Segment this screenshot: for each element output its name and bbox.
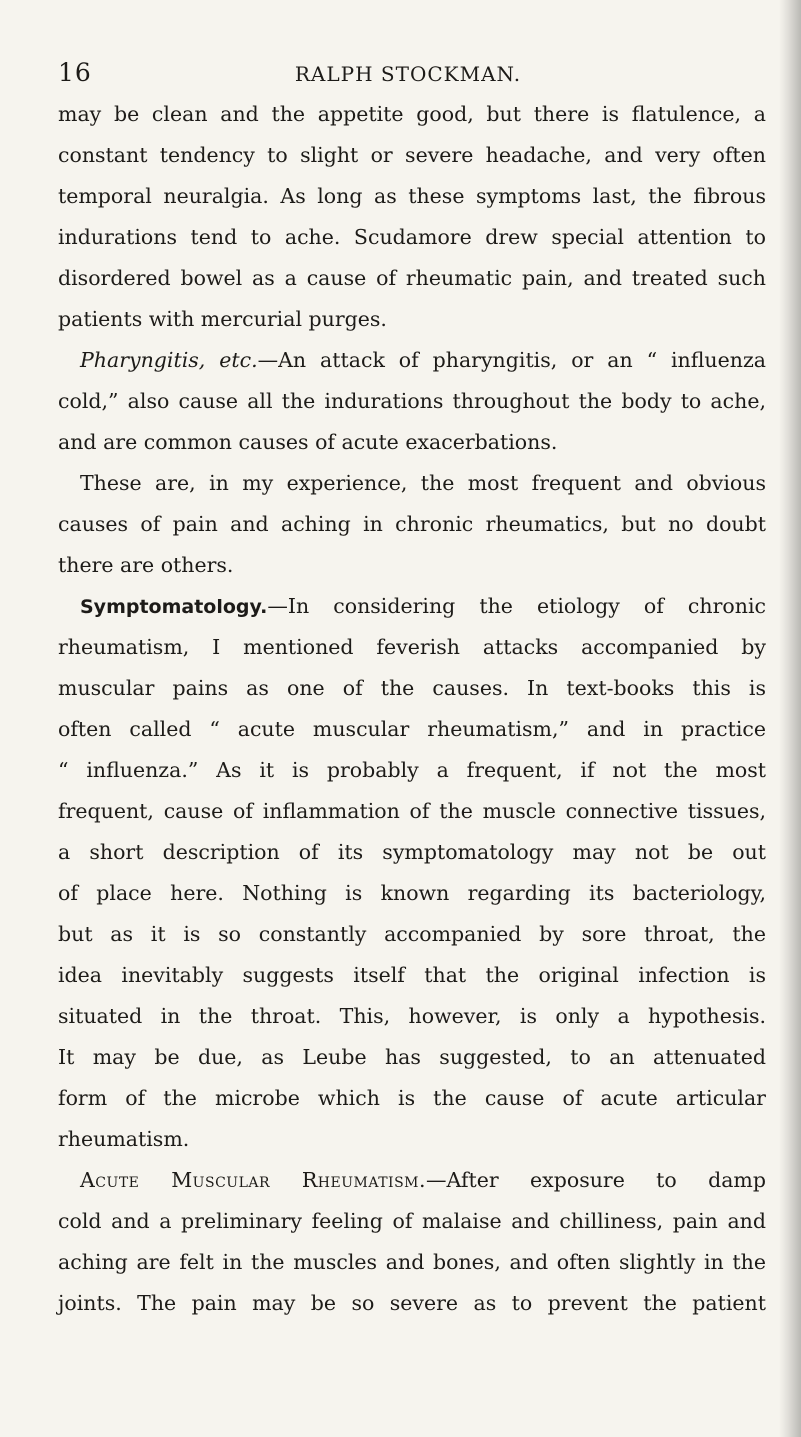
paragraph-pharyngitis <box>58 340 766 381</box>
text-line: disordered bowel as a cause of rheumatic pain, and treated such <box>58 266 766 290</box>
text-line: These are, in my experience, the most frequent and obvious <box>80 471 766 495</box>
paragraph-acute-muscular-rheumatism <box>58 1160 766 1201</box>
text-line: cold and a preliminary feeling of malaise and chilliness, pain and <box>58 1209 766 1233</box>
section-heading-acute-muscular-rheumatism: Acute Muscular Rheumatism. <box>80 1168 427 1192</box>
text-line: It may be due, as Leube has suggested, to an attenuated <box>58 1045 766 1069</box>
text-line: causes of pain and aching in chronic rheumatics, but no doubt <box>58 512 766 536</box>
text-line: but as it is so constantly accompanied by sore throat, the <box>58 922 766 946</box>
text-line: muscular pains as one of the causes. In text-books this is <box>58 676 766 700</box>
text-line: temporal neuralgia. As long as these symptoms last, the fibrous <box>58 184 766 208</box>
text-line: idea inevitably suggests itself that the original infection is <box>58 963 766 987</box>
section-heading-symptomatology: Symptomatology. <box>80 596 268 618</box>
section-heading-pharyngitis: Pharyngitis, etc. <box>80 348 258 372</box>
text-line: rheumatism, I mentioned feverish attacks accompanied by <box>58 635 766 659</box>
text-line: of place here. Nothing is known regarding its bacteriology, <box>58 881 766 905</box>
text-line: joints. The pain may be so severe as to prevent the patient <box>58 1291 766 1315</box>
text-line: indurations tend to ache. Scudamore drew special attention to <box>58 225 766 249</box>
page-edge-shadow <box>779 0 801 1437</box>
text-line-rest: —In considering the etiology of chronic <box>267 594 766 618</box>
text-line: constant tendency to slight or severe headache, and very often <box>58 143 766 167</box>
text-line: situated in the throat. This, however, is only a hypothesis. <box>58 1004 766 1028</box>
text-line: a short description of its symptomatology may not be out <box>58 840 766 864</box>
text-line: rheumatism. <box>58 1127 190 1151</box>
paragraph-symptomatology <box>58 586 766 627</box>
running-head: RALPH STOCKMAN. <box>294 62 522 86</box>
text-line: form of the microbe which is the cause of acute articular <box>58 1086 766 1110</box>
text-line-rest: —After exposure to damp <box>426 1168 766 1192</box>
body-text <box>58 94 766 1324</box>
page-header <box>58 58 758 88</box>
text-line: often called “ acute muscular rheumatism,” and in practice <box>58 717 766 741</box>
text-line: and are common causes of acute exacerbations. <box>58 430 558 454</box>
text-line: “ influenza.” As it is probably a frequent, if not the most <box>58 758 766 782</box>
text-line: cold,” also cause all the indurations throughout the body to ache, <box>58 389 766 413</box>
text-line-rest: —An attack of pharyngitis, or an “ influenza <box>257 348 766 372</box>
text-line: may be clean and the appetite good, but there is flatulence, a <box>58 102 766 126</box>
text-line: aching are felt in the muscles and bones, and often slightly in the <box>58 1250 766 1274</box>
text-line: patients with mercurial purges. <box>58 307 387 331</box>
text-line: there are others. <box>58 553 234 577</box>
page-number: 16 <box>58 58 92 87</box>
text-line: frequent, cause of inflammation of the muscle connective tissues, <box>58 799 766 823</box>
